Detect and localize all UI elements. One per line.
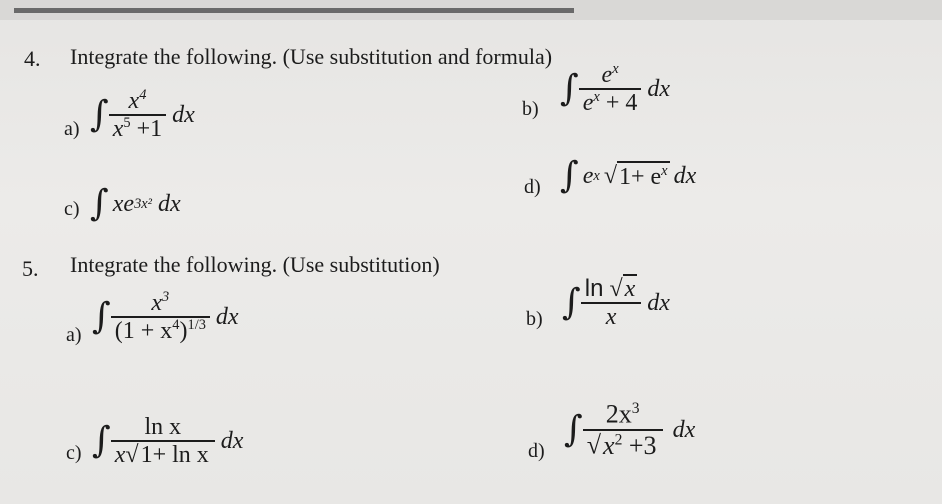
sqrt-sign: √ — [609, 276, 623, 302]
q5c-label: c) — [66, 442, 82, 464]
q5b-dx: dx — [647, 289, 670, 316]
q5d-label: d) — [528, 440, 545, 462]
q5c-fraction: $\frac{\text{ln x}}{\text{x√1+ ln x}}$ — [111, 414, 215, 469]
q5c-expression — [92, 414, 243, 469]
integral-sign: ∫ — [564, 409, 583, 451]
q4b-expression — [560, 62, 670, 117]
q5a-expression — [92, 290, 239, 345]
integral-sign: ∫ — [92, 420, 111, 462]
sqrt-sign: √ — [586, 430, 602, 460]
q4d-expression: ∫ e x √ $1+ e^x$ dx — [560, 155, 697, 196]
top-rule — [14, 8, 574, 13]
top-edge — [0, 0, 942, 20]
q4a-label: a) — [64, 118, 80, 140]
q5d-dx: dx — [672, 416, 696, 443]
q5c-dx: dx — [220, 427, 244, 454]
q4c-label: c) — [64, 198, 80, 220]
question-5-number: 5. — [22, 256, 39, 281]
question-4-instruction: Integrate the following. (Use substitution and formula) — [70, 44, 553, 69]
q4d-label: d) — [524, 176, 541, 198]
q4b-label: b) — [522, 98, 539, 120]
q4d-dx: dx — [673, 162, 697, 189]
q4a-fraction: $\frac{x^4}{x^5 +1}$ — [109, 88, 166, 143]
q4b-fraction: $\frac{e^x}{e^x + 4}$ — [579, 62, 642, 117]
q4a-dx: dx — [172, 101, 195, 128]
q5d-fraction: $\frac{2x^3}{√x^2 +3}$ — [583, 400, 663, 461]
q4b-dx: dx — [647, 75, 671, 102]
sqrt-sign: √ — [125, 442, 139, 469]
integral-sign: ∫ — [560, 155, 579, 196]
q4c-expression: ∫ xe 3x² dx — [90, 183, 181, 224]
sqrt-sign: √ — [603, 162, 617, 189]
integral-sign: ∫ — [560, 68, 579, 110]
q4a-expression — [90, 88, 195, 143]
q5b-expression — [562, 276, 670, 331]
q5d-expression — [564, 400, 695, 461]
q5a-fraction: $\frac{x^3}{(1 + x^4)^{1/3}}$ — [111, 290, 210, 345]
q5a-label: a) — [66, 324, 82, 346]
integral-sign: ∫ — [90, 94, 109, 136]
integral-sign: ∫ — [92, 296, 111, 338]
q4d-radicand: $1+ e^x$ — [618, 163, 668, 190]
integral-sign: ∫ — [562, 282, 581, 324]
q5b-label: b) — [526, 308, 543, 330]
integral-sign: ∫ — [90, 183, 109, 224]
q5a-dx: dx — [215, 303, 239, 330]
question-4-number: 4. — [24, 46, 41, 71]
question-5-instruction: Integrate the following. (Use substitution) — [70, 252, 440, 277]
q5b-fraction: $\frac{\ln √x}{x}$ — [581, 276, 642, 331]
q4c-dx: dx — [157, 190, 181, 217]
